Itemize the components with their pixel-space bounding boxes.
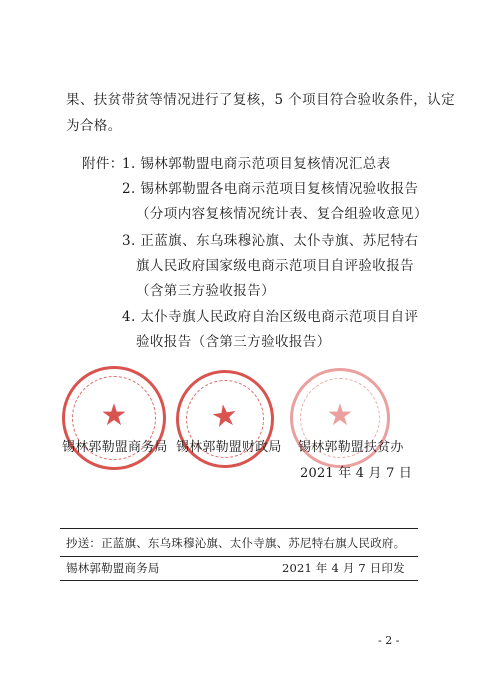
signature-org-1: 锡林郭勒盟商务局 <box>62 440 168 455</box>
star-icon: ★ <box>208 397 241 436</box>
attachment-2-line-1: 2. 锡林郭勒盟各电商示范项目复核情况验收报告 <box>122 181 419 197</box>
attachment-3-line-3: （含第三方验收报告） <box>136 283 275 299</box>
print-date: 2021 年 4 月 7 日印发 <box>282 561 405 575</box>
attachment-2-line-2: （分项内容复核情况统计表、复合组验收意见） <box>136 206 428 222</box>
attachment-4-line-1: 4. 太仆寺旗人民政府自治区级电商示范项目自评 <box>122 309 419 325</box>
body-text-line-2: 为合格。 <box>66 118 122 134</box>
attachment-1-line-1: 1. 锡林郭勒盟电商示范项目复核情况汇总表 <box>122 156 391 172</box>
signature-date: 2021 年 4 月 7 日 <box>300 466 413 481</box>
footer-rule-top <box>60 528 418 529</box>
cc-line: 抄送：正蓝旗、东乌珠穆沁旗、太仆寺旗、苏尼特右旗人民政府。 <box>66 536 406 550</box>
attachments-label: 附件： <box>82 156 124 172</box>
attachment-3-line-1: 3. 正蓝旗、东乌珠穆沁旗、太仆寺旗、苏尼特右 <box>122 233 419 249</box>
footer-rule-middle <box>60 556 418 557</box>
seal-finance-bureau <box>170 364 281 475</box>
signature-org-2: 锡林郭勒盟财政局 <box>176 440 282 455</box>
attachment-4-line-2: 验收报告（含第三方验收报告） <box>136 334 331 350</box>
star-icon: ★ <box>100 397 128 433</box>
page-number: - 2 - <box>378 634 400 647</box>
body-text-line-1: 果、扶贫带贫等情况进行了复核，5 个项目符合验收条件，认定 <box>66 92 455 108</box>
signature-org-3: 锡林郭勒盟扶贫办 <box>298 440 404 455</box>
footer-rule-bottom <box>60 580 418 581</box>
star-icon: ★ <box>326 398 354 433</box>
attachment-3-line-2: 旗人民政府国家级电商示范项目自评验收报告 <box>136 258 414 274</box>
issuer: 锡林郭勒盟商务局 <box>66 561 160 575</box>
